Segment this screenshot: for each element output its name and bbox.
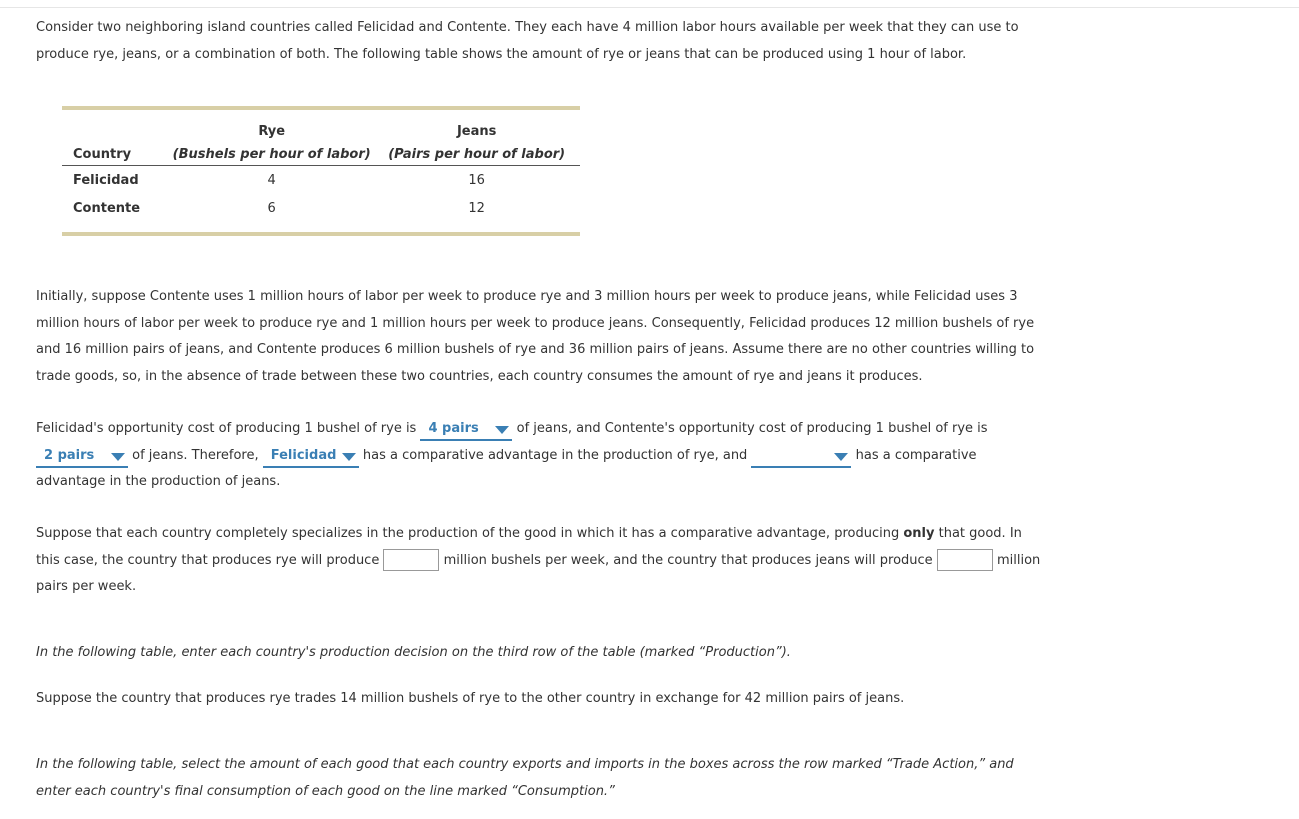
table-row [62, 194, 580, 222]
specialization-question: Suppose that each country completely specializes in the production of the good in which it has a comparative advantage, producing only that good. In this case, the country that produces rye will produce million bushels per week, and the country that produces jeans will produce million pairs per week. [36, 526, 1041, 594]
rye-value: 6 [267, 200, 276, 216]
chevron-down-icon [495, 426, 509, 434]
chevron-down-icon [342, 453, 356, 461]
chevron-down-icon [111, 453, 125, 461]
initial-allocation-paragraph: Initially, suppose Contente uses 1 million hours of labor per week to produce rye and 3 million hours per week to produce jeans, while Felicidad uses 3 million hours of labor per week to produce rye and 1 million hours per week to produce jeans. Consequently, Felicidad produces 12 million bushels of rye and 16 million pairs of jeans, and Contente produces 6 million bushels of rye and 36 million pairs of jeans. Assume there are no other countries willing to trade goods, so, in the absence of trade between these two countries, each country consumes the amount of rye and jeans it produces. [36, 289, 1035, 384]
table-bottom-bar [62, 232, 580, 236]
jeans-header: Jeans [456, 124, 497, 139]
chevron-down-icon [834, 453, 848, 461]
trade-statement: Suppose the country that produces rye trades 14 million bushels of rye to the other country in exchange for 42 million pairs of jeans. [36, 691, 905, 706]
felicidad-opportunity-cost-dropdown[interactable]: 4 pairs [420, 419, 512, 441]
jeans-unit-header: (Pairs per hour of labor) [373, 143, 580, 166]
labor-productivity-table [62, 106, 580, 236]
jeans-value: 16 [468, 172, 485, 188]
top-divider [0, 7, 1299, 8]
country-header: Country [62, 143, 170, 166]
rye-unit-header: (Bushels per hour of labor) [170, 143, 373, 166]
rye-header: Rye [258, 124, 286, 139]
rye-production-input[interactable] [383, 549, 439, 571]
country-name: Felicidad [73, 172, 139, 188]
jeans-value: 12 [468, 200, 485, 216]
rye-advantage-country-dropdown[interactable]: Felicidad [263, 446, 359, 468]
jeans-advantage-country-dropdown[interactable] [751, 446, 851, 468]
table-row [62, 166, 580, 195]
trade-instruction: In the following table, select the amount of each good that each country exports and imports in the boxes across the row marked “Trade Action,” and enter each country's final consumption of each good on the line marked “Consumption.” [36, 757, 1014, 799]
production-instruction: In the following table, enter each country's production decision on the third row of the table (marked “Production”). [36, 645, 791, 660]
country-name: Contente [73, 200, 141, 216]
opportunity-cost-question: Felicidad's opportunity cost of producing 1 bushel of rye is 4 pairs of jeans, and Contente's opportunity cost of producing 1 bushel of rye is 2 pairs of jeans. Therefore, Felicidad has a comparative advantage in the production of rye, and has a comparative advantage in the production of jeans. [36, 421, 988, 489]
jeans-production-input[interactable] [937, 549, 993, 571]
rye-value: 4 [267, 172, 276, 188]
contente-opportunity-cost-dropdown[interactable]: 2 pairs [36, 446, 128, 468]
intro-paragraph: Consider two neighboring island countries called Felicidad and Contente. They each have 4 million labor hours available per week that they can use to produce rye, jeans, or a combination of both. The following table shows the amount of rye or jeans that can be produced using 1 hour of labor. [36, 20, 1019, 62]
